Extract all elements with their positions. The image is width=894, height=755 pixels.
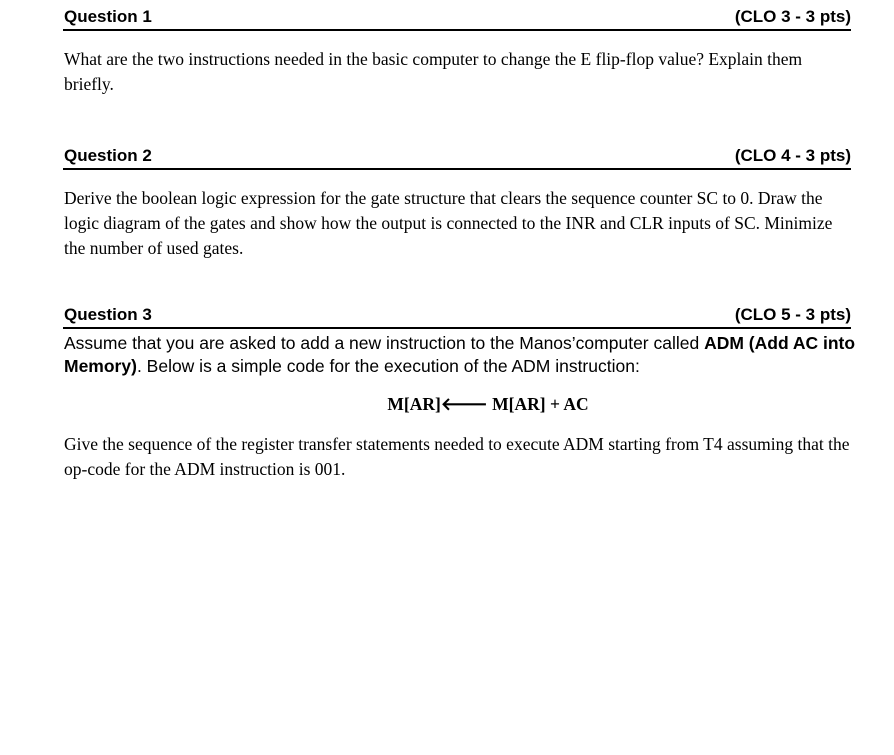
question-3-intro-text-end: . Below is a simple code for the execution of the ADM instruction: — [136, 356, 640, 376]
question-2-header — [63, 146, 851, 170]
question-3-intro-text: Assume that you are asked to add a new instruction to the Manos’computer called — [64, 333, 705, 353]
question-1-header — [63, 7, 851, 31]
question-1-title: Question 1 — [64, 7, 152, 26]
question-3-intro — [64, 332, 864, 378]
question-1-clo: (CLO 3 - 3 pts) — [734, 7, 851, 26]
question-2-clo: (CLO 4 - 3 pts) — [734, 146, 851, 165]
question-3-header — [63, 305, 851, 329]
question-3-title: Question 3 — [64, 305, 152, 324]
question-1-body: What are the two instructions needed in the basic computer to change the E flip-flop value? Explain them briefly. — [64, 49, 803, 94]
question-3-followup: Give the sequence of the register transfer statements needed to execute ADM starting from T4 assuming that the op-code for the ADM instruction is 001. — [64, 434, 850, 479]
question-2-title: Question 2 — [64, 146, 152, 165]
question-3-intro-bold: ADM (Add AC into Memory) — [64, 333, 856, 376]
question-3-clo: (CLO 5 - 3 pts) — [734, 305, 851, 324]
question-2-body: Derive the boolean logic expression for the gate structure that clears the sequence counter SC to 0. Draw the logic diagram of the gates and show how the output is connected to the INR and CLR inputs of SC. Minimize the number of used gates. — [64, 188, 833, 258]
question-3-formula: M[AR]🡐 M[AR] + AC — [387, 394, 589, 414]
